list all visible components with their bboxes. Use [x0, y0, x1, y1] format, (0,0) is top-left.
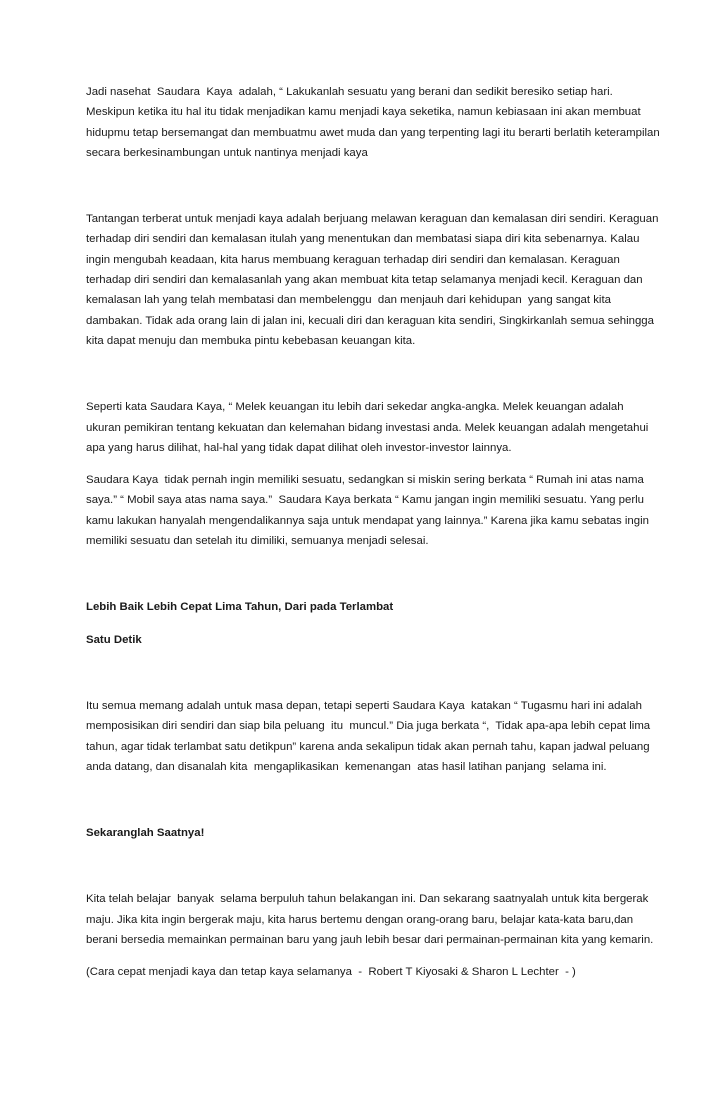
section-heading-1-continued: Satu Detik — [86, 633, 142, 646]
paragraph-3: Seperti kata Saudara Kaya, “ Melek keuangan itu lebih dari sekedar angka-angka. Melek keuangan adalah ukuran pemikiran tentang kekuatan dan kelemahan bidang investasi anda. Melek keuangan adalah mengetahui apa yang harus dilihat, hal-hal yang tidak dapat dilihat oleh investor-investor lainnya. — [86, 401, 652, 454]
paragraph-5: Itu semua memang adalah untuk masa depan, tetapi seperti Saudara Kaya katakan “ Tugasmu hari ini adalah memposisikan diri sendiri dan siap bila peluang itu muncul.” Dia juga berkata “, Tidak apa-apa lebih cepat lima tahun, agar tidak terlambat satu detikpun” karena anda sekalipun tidak akan pernah tahu, kapan jadwal peluang anda datang, dan disanalah kita mengaplikasikan kemenangan atas hasil latihan panjang selama ini. — [86, 699, 654, 773]
document-body — [86, 82, 661, 983]
paragraph-1: Jadi nasehat Saudara Kaya adalah, “ Lakukanlah sesuatu yang berani dan sedikit beresiko setiap hari. Meskipun ketika itu hal itu tidak menjadikan kamu menjadi kaya seketika, namun kebiasaan ini akan membuat hidupmu tetap bersemangat dan membuatmu awet muda dan yang terpenting lagi itu berarti berlatih keterampilan secara berkesinambungan untuk nantinya menjadi kaya — [86, 86, 663, 159]
paragraph-2: Tantangan terberat untuk menjadi kaya adalah berjuang melawan keraguan dan kemalasan diri sendiri. Keraguan terhadap diri sendiri dan kemalasan itulah yang menentukan dan membatasi siapa diri kita sebenarnya. Kalau ingin mengubah keadaan, kita harus membuang keraguan terhadap diri sendiri dan kemalasan. Keraguan terhadap diri sendiri dan kemalasanlah yang akan membuat kita tetap selamanya menjadi kecil. Keraguan dan kemalasan lah yang telah membatasi dan membelenggu dan menjauh dari kehidupan yang sangat kita dambakan. Tidak ada orang lain di jalan ini, kecuali diri dan keraguan kita sendiri, Singkirkanlah semua sehingga kita dapat menuju dan membuka pintu kebebasan keuangan kita. — [86, 213, 662, 347]
paragraph-6: Kita telah belajar banyak selama berpuluh tahun belakangan ini. Dan sekarang saatnyalah untuk kita bergerak maju. Jika kita ingin bergerak maju, kita harus bertemu dengan orang-orang baru, belajar kata-kata baru,dan berani bersedia memainkan permainan baru yang jauh lebih besar dari permainan-permainan kita yang kemarin. — [86, 893, 654, 947]
section-heading-2: Sekaranglah Saatnya! — [86, 827, 205, 840]
section-heading-1: Lebih Baik Lebih Cepat Lima Tahun, Dari pada Terlambat — [86, 601, 394, 614]
paragraph-4: Saudara Kaya tidak pernah ingin memiliki sesuatu, sedangkan si miskin sering berkata “ Rumah ini atas nama saya.” “ Mobil saya atas nama saya.” Saudara Kaya berkata “ Kamu jangan ingin memiliki sesuatu. Yang perlu kamu lakukan hanyalah mengendalikannya saja untuk mendapat yang lainnya.” Karena jika kamu sebatas ingin memiliki sesuatu dan setelah itu dimiliki, semuanya menjadi selesai. — [86, 474, 653, 548]
citation: (Cara cepat menjadi kaya dan tetap kaya selamanya - Robert T Kiyosaki & Sharon L Lechter - ) — [86, 966, 576, 979]
